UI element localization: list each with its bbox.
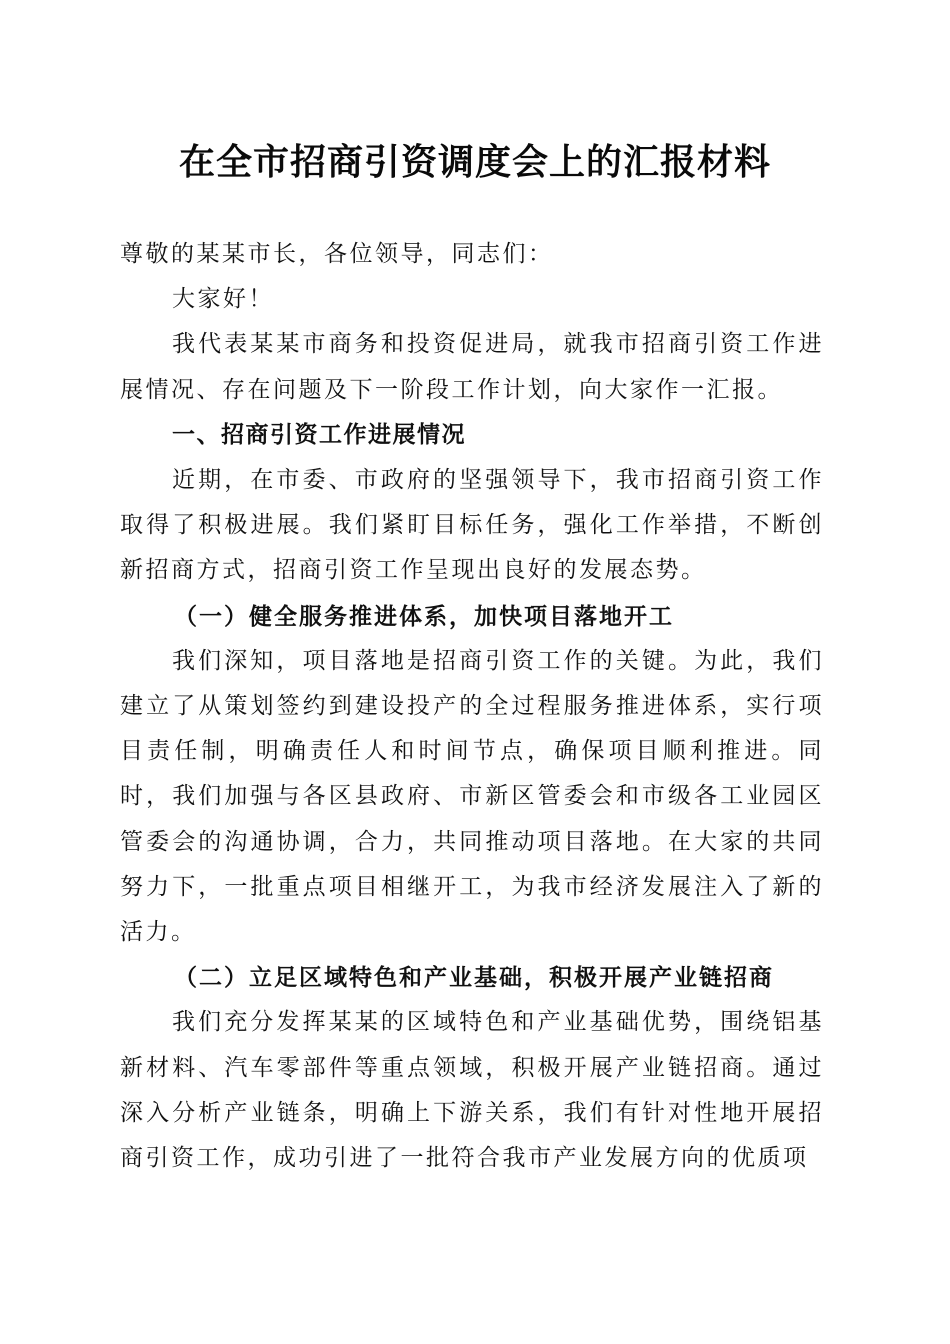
intro-paragraph: 我代表某某市商务和投资促进局，就我市招商引资工作进展情况、存在问题及下一阶段工作计划，向大家作一汇报。 <box>120 331 824 403</box>
greeting: 大家好！ <box>172 286 274 313</box>
section-1-heading: 一、招商引资工作进展情况 <box>172 421 466 448</box>
subsection-1-paragraph: 我们深知，项目落地是招商引资工作的关键。为此，我们建立了从策划签约到建设投产的全过程服务推进体系，实行项目责任制，明确责任人和时间节点，确保项目顺利推进。同时，我们加强与各区县政府、市新区管委会和市级各工业园区管委会的沟通协调，合力，共同推动项目落地。在大家的共同努力下，一批重点项目相继开工，为我市经济发展注入了新的活力。 <box>120 647 824 946</box>
section-1-paragraph: 近期，在市委、市政府的坚强领导下，我市招商引资工作取得了积极进展。我们紧盯目标任务，强化工作举措，不断创新招商方式，招商引资工作呈现出良好的发展态势。 <box>120 467 824 584</box>
salutation: 尊敬的某某市长，各位领导，同志们： <box>120 241 554 267</box>
document-title: 在全市招商引资调度会上的汇报材料 <box>178 141 771 183</box>
subsection-2-heading: （二）立足区域特色和产业基础，积极开展产业链招商 <box>174 964 774 992</box>
subsection-1-heading: （一）健全服务推进体系，加快项目落地开工 <box>174 602 674 630</box>
document-body <box>120 232 824 1181</box>
subsection-2-paragraph: 我们充分发挥某某的区域特色和产业基础优势，围绕铝基新材料、汽车零部件等重点领域，积极开展产业链招商。通过深入分析产业链条，明确上下游关系，我们有针对性地开展招商引资工作，成功引进了一批符合我市产业发展方向的优质项 <box>120 1009 824 1172</box>
